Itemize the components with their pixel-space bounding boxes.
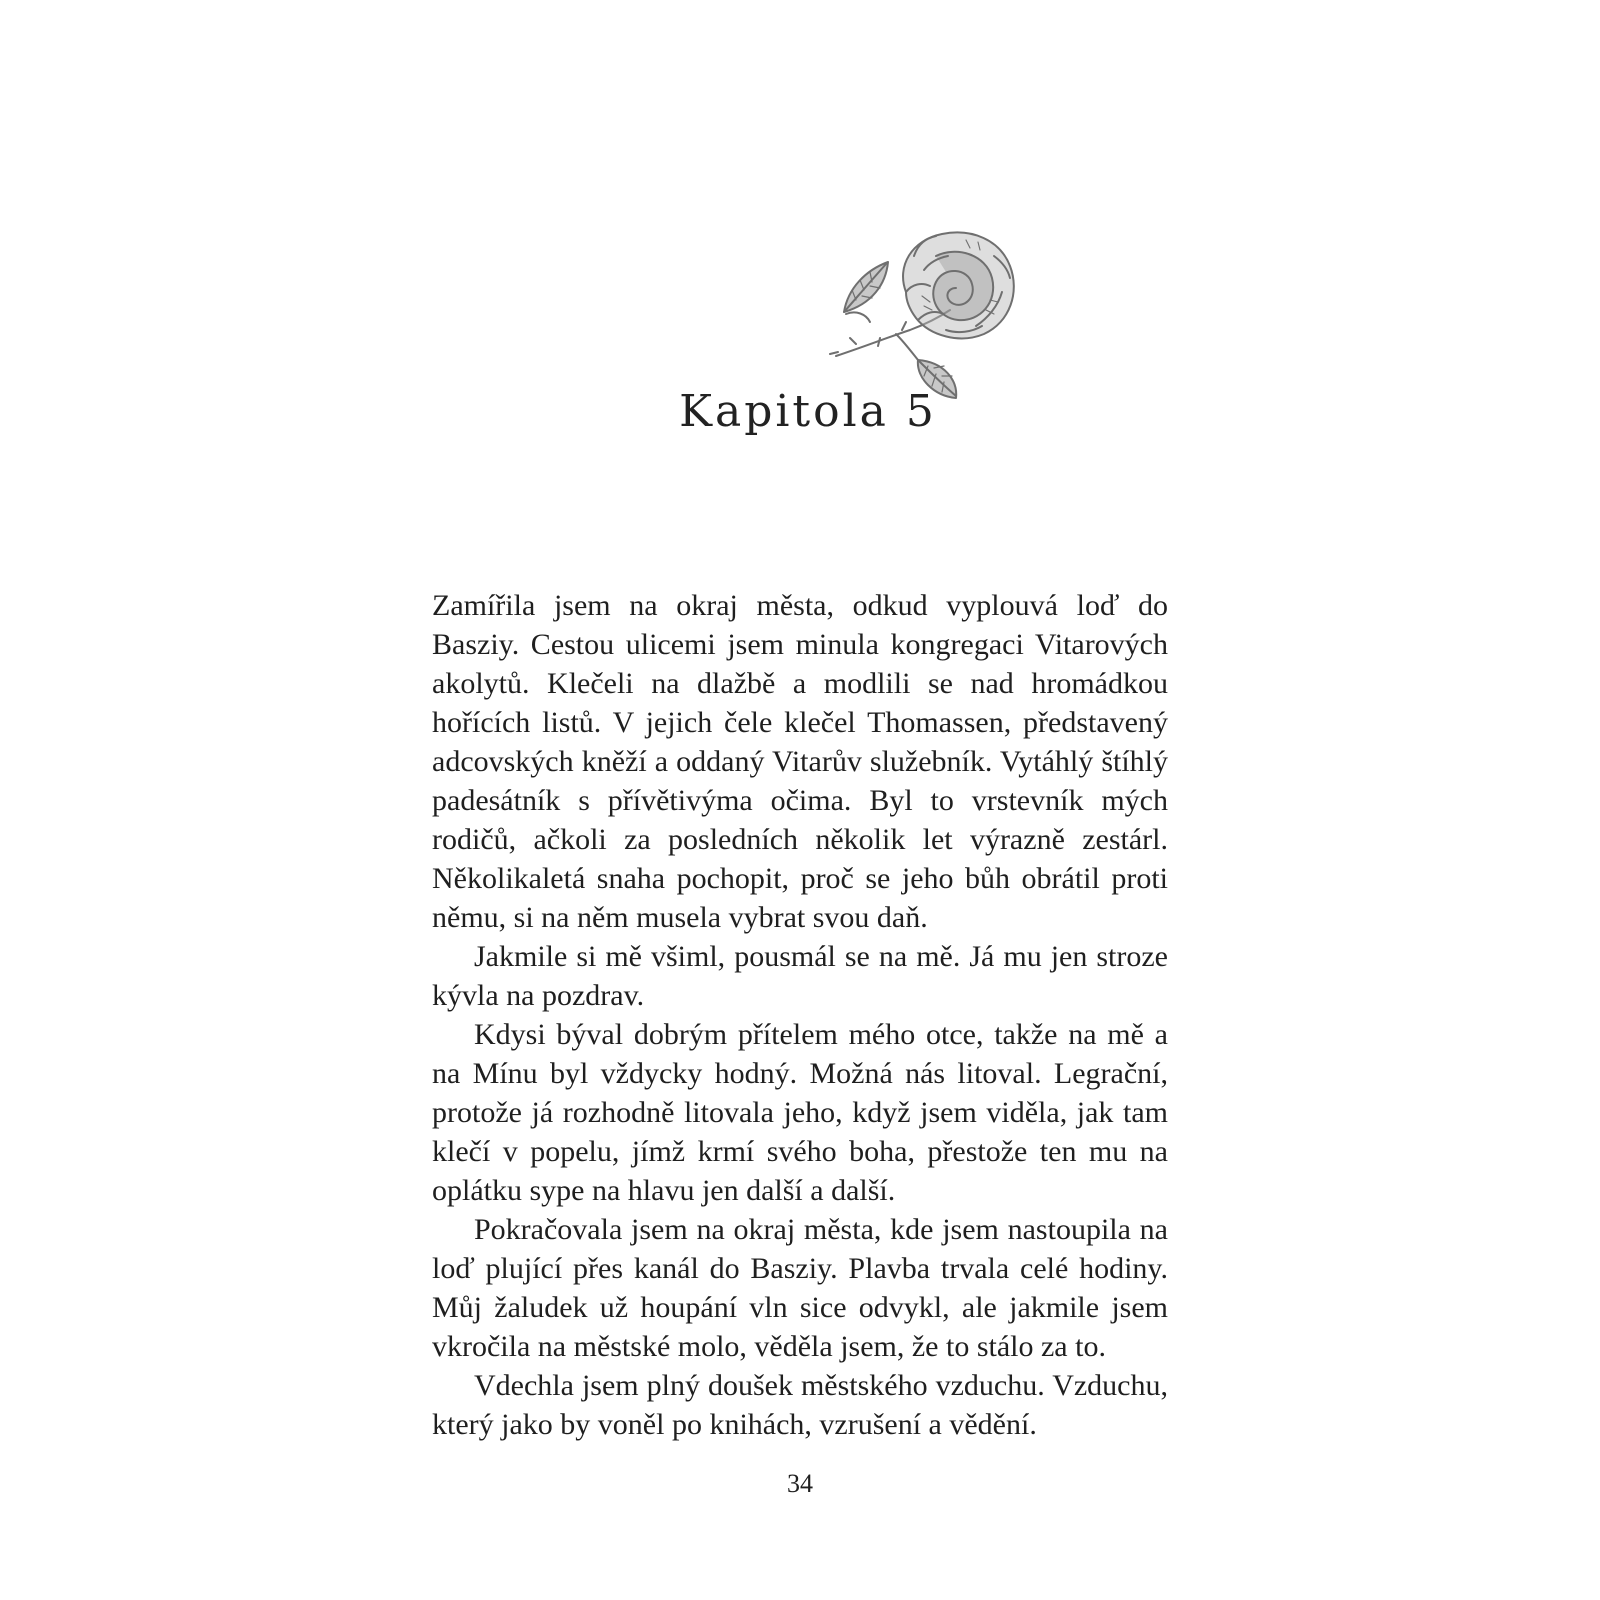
paragraph: Vdechla jsem plný doušek městského vzduchu. Vzduchu, který jako by voněl po knihách, vzrušení a vědění. xyxy=(432,1369,1168,1441)
rose-icon xyxy=(826,226,1036,406)
page-number: 34 xyxy=(787,1469,813,1498)
paragraph: Jakmile si mě všiml, pousmál se na mě. Já mu jen stroze kývla na pozdrav. xyxy=(432,940,1168,1012)
chapter-title: Kapitola 5 xyxy=(679,386,937,437)
paragraph: Kdysi býval dobrým přítelem mého otce, takže na mě a na Mínu byl vždycky hodný. Možná nás litoval. Legrační, protože já rozhodně litovala jeho, když jsem viděla, jak tam klečí v popelu, jímž krmí svého boha, přestože ten mu na oplátku sype na hlavu jen další a další. xyxy=(432,1018,1168,1207)
paragraph: Zamířila jsem na okraj města, odkud vyplouvá loď do Basziy. Cestou ulicemi jsem minula kongregaci Vitarových akolytů. Klečeli na dlažbě a modlili se nad hromádkou hořících listů. V jejich čele klečel Thomassen, představený adcovských kněží a oddaný Vitarův služebník. Vytáhlý štíhlý padesátník s přívětivýma očima. Byl to vrstevník mých rodičů, ačkoli za posledních několik let výrazně zestárl. Několikaletá snaha pochopit, proč se jeho bůh obrátil proti němu, si na něm musela vybrat svou daň. xyxy=(432,589,1168,934)
paragraph: Pokračovala jsem na okraj města, kde jsem nastoupila na loď plující přes kanál do Basziy. Plavba trvala celé hodiny. Můj žaludek už houpání vln sice odvykl, ale jakmile jsem vkročila na městské molo, věděla jsem, že to stálo za to. xyxy=(432,1213,1168,1363)
chapter-body xyxy=(432,586,1168,1444)
